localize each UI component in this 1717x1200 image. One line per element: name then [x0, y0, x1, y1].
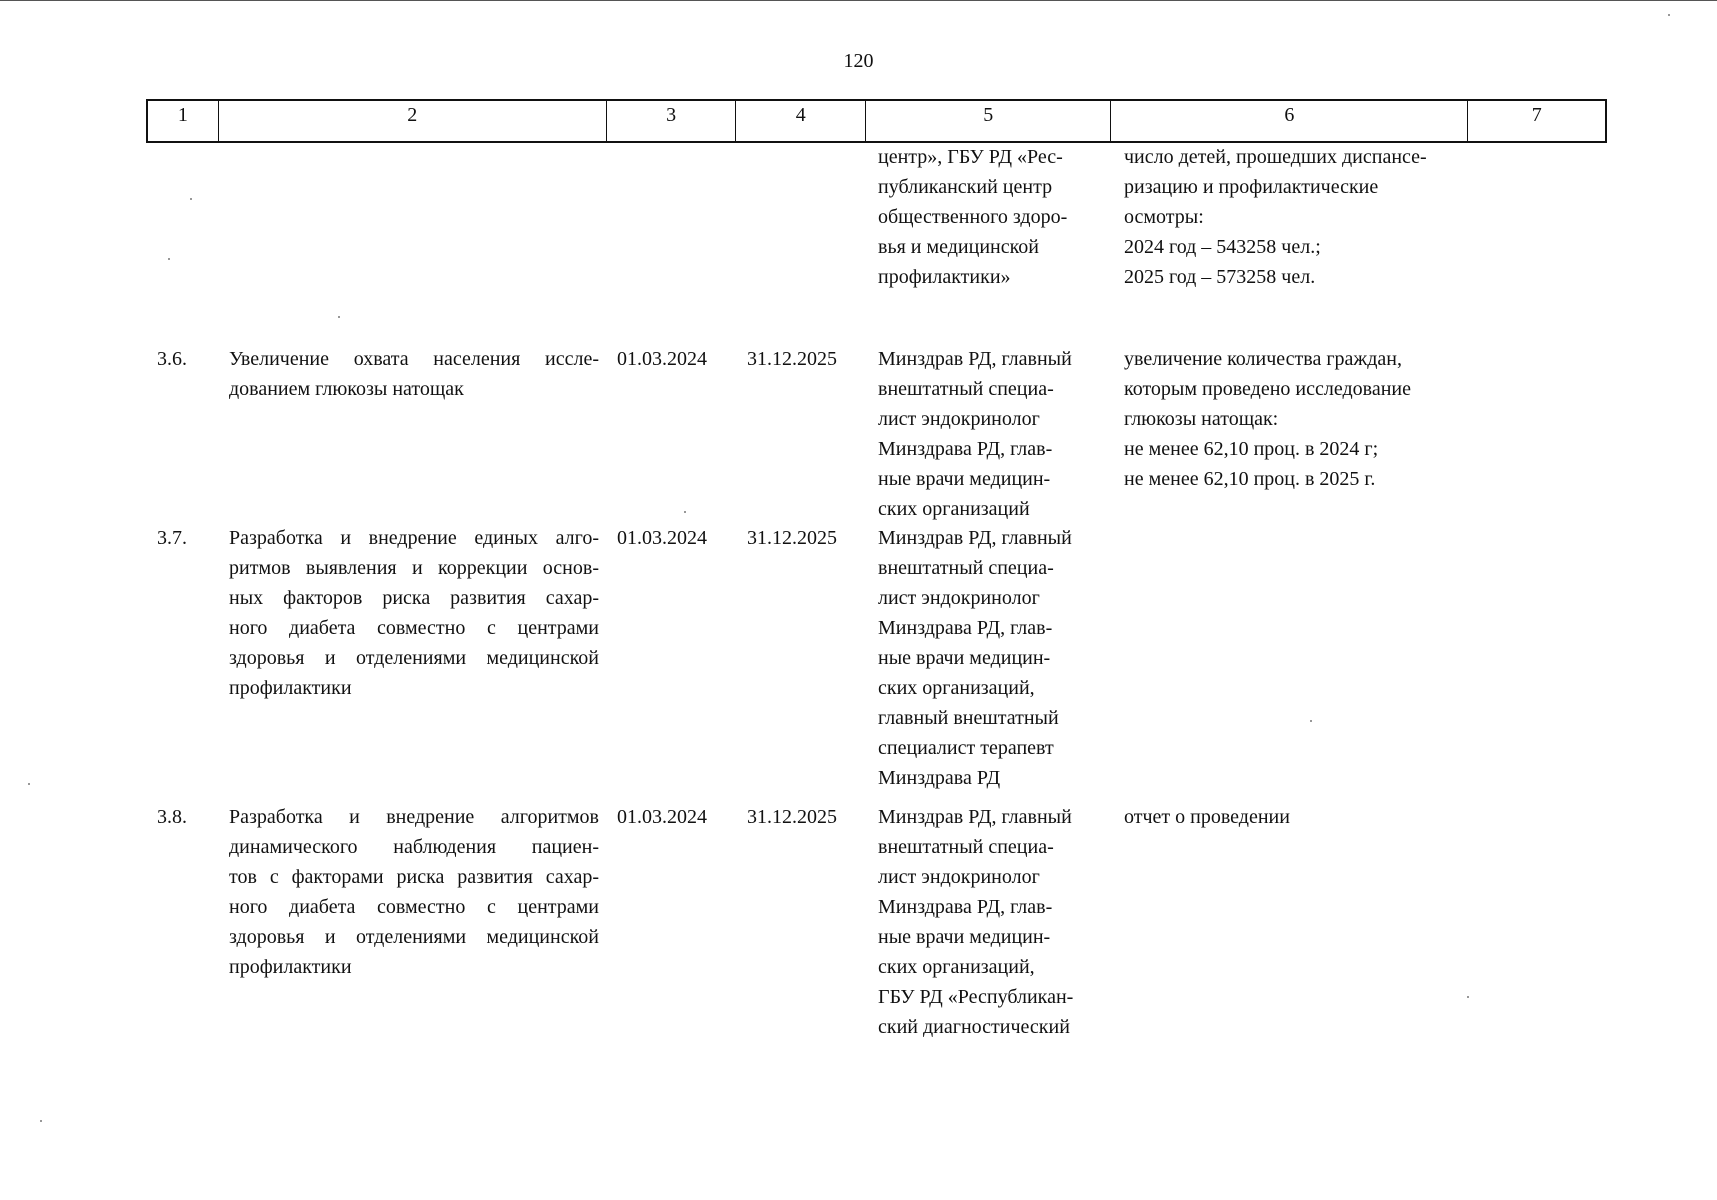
row-title-line: Увеличение охвата населения иссле- [229, 348, 599, 370]
row-title-line: динамического наблюдения пациен- [229, 836, 599, 858]
row-title-line: ного диабета совместно с центрами [229, 617, 599, 639]
scan-speck [338, 316, 340, 318]
header-col-5: 5 [866, 101, 1111, 141]
row-number: 3.6. [157, 348, 187, 370]
row-title-line: ного диабета совместно с центрами [229, 896, 599, 918]
row-start-date: 01.03.2024 [617, 527, 707, 549]
scan-speck [1668, 14, 1670, 16]
row-title-line: Разработка и внедрение алгоритмов [229, 806, 599, 828]
scan-speck [28, 783, 30, 785]
scan-speck [40, 1120, 42, 1122]
row-start-date: 01.03.2024 [617, 806, 707, 828]
row-number: 3.7. [157, 527, 187, 549]
row-responsible: Минздрав РД, главный внештатный специа- лист эндокринолог Минздрава РД, глав- ные врачи медицин- ских организаций, главный внештатный специалист терапевт Минздрава РД [878, 527, 1072, 789]
scan-speck [1310, 720, 1312, 722]
header-col-2: 2 [219, 101, 607, 141]
row-start-date: 01.03.2024 [617, 348, 707, 370]
row-title-line: ритмов выявления и коррекции основ- [229, 557, 599, 579]
row-result: увеличение количества граждан, которым проведено исследование глюкозы натощак: не менее 62,10 проц. в 2024 г; не менее 62,10 проц. в 2025 г. [1124, 348, 1411, 490]
row-title [229, 523, 599, 703]
row-title-line: здоровья и отделениями медицинской [229, 926, 599, 948]
continuation-result: число детей, прошедших диспансе- ризацию и профилактические осмотры: 2024 год – 543258 чел.; 2025 год – 573258 чел. [1124, 146, 1427, 288]
row-title-line: дованием глюкозы натощак [229, 378, 464, 400]
header-col-7: 7 [1531, 104, 1542, 126]
header-col-6: 6 [1111, 101, 1468, 141]
scan-speck [168, 258, 170, 260]
row-number: 3.8. [157, 806, 187, 828]
row-title [229, 344, 599, 404]
row-title-line: профилактики [229, 677, 352, 699]
continuation-responsible: центр», ГБУ РД «Рес- публиканский центр общественного здоро- вья и медицинской профилактики» [878, 146, 1068, 288]
scan-speck [190, 198, 192, 200]
row-title-line: здоровья и отделениями медицинской [229, 647, 599, 669]
page-number: 120 [843, 50, 874, 72]
row-end-date: 31.12.2025 [747, 527, 837, 549]
row-title-line: ных факторов риска развития сахар- [229, 587, 599, 609]
header-col-1: 1 [148, 101, 219, 141]
row-title [229, 802, 599, 982]
row-title-line: Разработка и внедрение единых алго- [229, 527, 599, 549]
row-responsible: Минздрав РД, главный внештатный специа- лист эндокринолог Минздрава РД, глав- ные врачи медицин- ских организаций [878, 348, 1072, 520]
row-end-date: 31.12.2025 [747, 806, 837, 828]
row-responsible: Минздрав РД, главный внештатный специа- лист эндокринолог Минздрава РД, глав- ные врачи медицин- ских организаций, ГБУ РД «Республикан- ский диагностический [878, 806, 1074, 1038]
scan-speck [684, 511, 686, 513]
scan-top-edge [0, 0, 1717, 1]
row-title-line: тов с факторами риска развития сахар- [229, 866, 599, 888]
table-header-row [146, 99, 1607, 143]
row-end-date: 31.12.2025 [747, 348, 837, 370]
header-col-4: 4 [736, 101, 866, 141]
scan-speck [1467, 996, 1469, 998]
row-title-line: профилактики [229, 956, 352, 978]
row-result: отчет о проведении [1124, 806, 1290, 828]
header-col-3: 3 [607, 101, 737, 141]
